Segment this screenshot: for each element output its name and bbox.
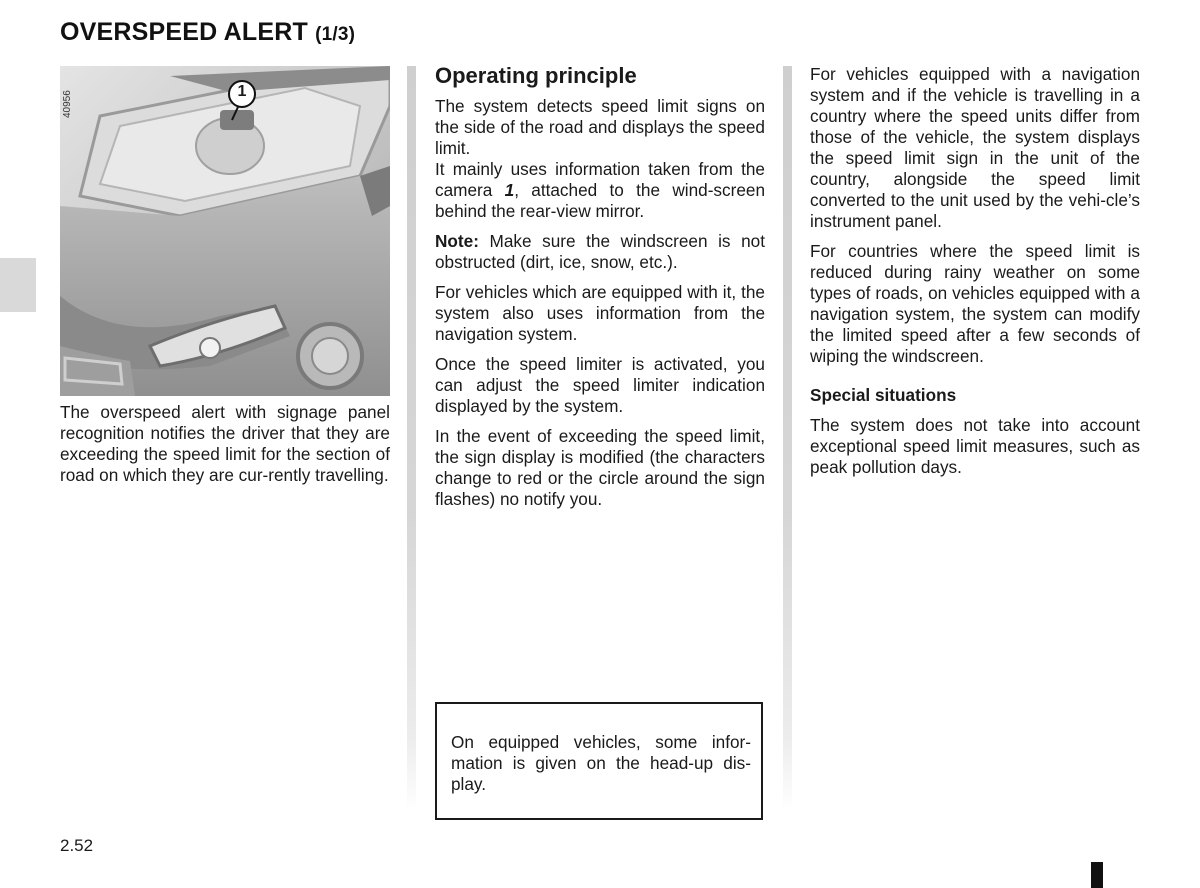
column-right (810, 64, 1140, 487)
heading-special-situations: Special situations (810, 385, 957, 405)
paragraph: For vehicles equipped with a navigation system and if the vehicle is travelling in a country where the speed units differ from those of the vehicle, the system displays the speed limit sign in the unit of the country, alongside the speed limit converted to the unit used by the vehi-cle’s instrument panel. (810, 64, 1140, 231)
paragraph: For countries where the speed limit is reduced during rainy weather on some types of roads, on vehicles equipped with a navigation system, the system can modify the limited speed after a few seconds of wiping the windscreen. (810, 241, 1140, 366)
note-text: Make sure the windscreen is not obstructed (dirt, ice, snow, etc.). (435, 231, 765, 272)
column-middle (435, 64, 765, 519)
figure-id: 40956 (62, 90, 73, 118)
title-text: OVERSPEED ALERT (60, 18, 308, 46)
camera-ref-number: 1 (504, 180, 515, 200)
column-left (60, 402, 390, 495)
intro-caption: The overspeed alert with signage panel recognition notifies the driver that they are exceeding the speed limit for the section of road on which they are cur-rently travelling. (60, 402, 390, 485)
page-number: 2.52 (60, 836, 94, 855)
section-tab (0, 258, 36, 312)
paragraph-camera (435, 159, 765, 222)
column-divider-left (407, 66, 416, 811)
paragraph-note (435, 231, 765, 273)
note-label: Note: (435, 231, 479, 251)
text-run: , attached to the wind-screen behind the rear-view mirror. (435, 180, 766, 221)
heading-operating-principle: Operating principle (435, 63, 637, 88)
title-part: (1/3) (315, 24, 356, 45)
paragraph: The system does not take into account exceptional speed limit measures, such as peak pollution days. (810, 415, 1140, 477)
column-divider-right (783, 66, 792, 811)
page-title (60, 18, 355, 47)
info-box (435, 702, 763, 820)
callout-number: 1 (237, 83, 247, 100)
text-run: It mainly uses information taken from the camera (435, 159, 765, 200)
paragraph: For vehicles which are equipped with it, the system also uses information from the navigation system. (435, 282, 765, 344)
car-windscreen-illustration (60, 66, 390, 396)
info-box-text: On equipped vehicles, some infor-mation is given on the head-up dis-play. (451, 732, 751, 794)
paragraph: Once the speed limiter is activated, you can adjust the speed limiter indication displayed by the system. (435, 354, 765, 416)
paragraph: The system detects speed limit signs on the side of the road and displays the speed limit. (435, 96, 765, 158)
page-edge-marker (1091, 862, 1103, 888)
car-illustration-svg (60, 66, 390, 396)
paragraph: In the event of exceeding the speed limit, the sign display is modified (the characters change to red or the circle around the sign flashes) no notify you. (435, 426, 765, 509)
